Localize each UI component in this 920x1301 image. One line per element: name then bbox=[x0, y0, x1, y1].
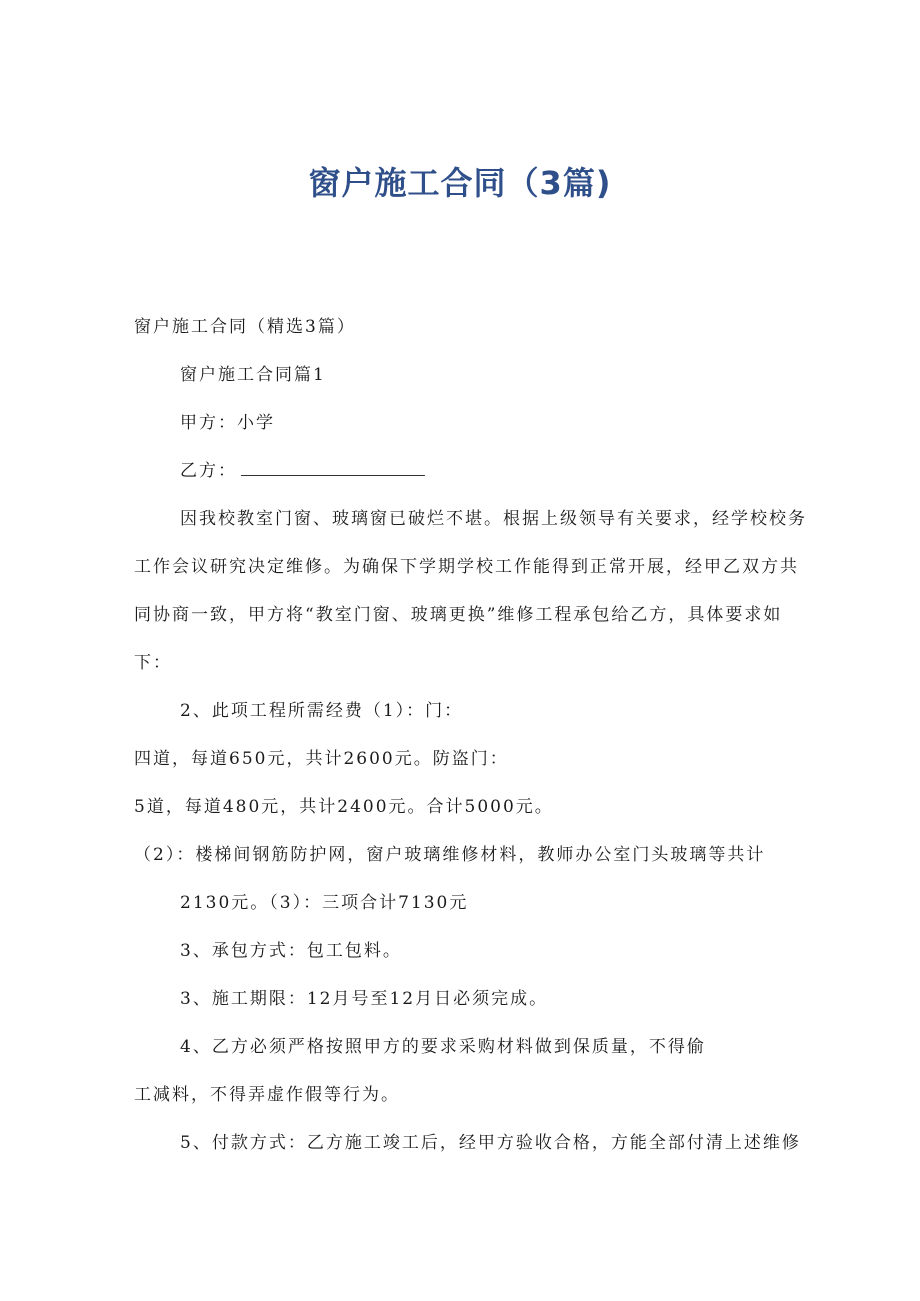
party-a-line: 甲方：小学 bbox=[180, 413, 275, 433]
paragraph-line: 同协商一致，甲方将“教室门窗、玻璃更换”维修工程承包给乙方，具体要求如 bbox=[134, 605, 783, 625]
paragraph-line: 2130元。（3）：三项合计7130元 bbox=[180, 893, 469, 913]
subtitle-line: 窗户施工合同（精选3篇） bbox=[134, 317, 356, 337]
paragraph-line: 5道，每道480元，共计2400元。合计5000元。 bbox=[134, 797, 554, 817]
section-heading: 窗户施工合同篇1 bbox=[180, 365, 326, 385]
paragraph-line: （2）：楼梯间钢筋防护网，窗户玻璃维修材料，教师办公室门头玻璃等共计 bbox=[134, 845, 766, 865]
paragraph-line: 5、付款方式：乙方施工竣工后，经甲方验收合格，方能全部付清上述维修 bbox=[180, 1133, 801, 1153]
paragraph-line: 因我校教室门窗、玻璃窗已破烂不堪。根据上级领导有关要求，经学校校务 bbox=[180, 509, 807, 529]
paragraph-line: 工作会议研究决定维修。为确保下学期学校工作能得到正常开展，经甲乙双方共 bbox=[134, 557, 799, 577]
paragraph-line: 4、乙方必须严格按照甲方的要求采购材料做到保质量，不得偷 bbox=[180, 1037, 706, 1057]
paragraph-line: 下： bbox=[134, 653, 172, 673]
party-b-blank bbox=[241, 461, 425, 476]
party-b-label: 乙方： bbox=[180, 461, 237, 481]
paragraph-line: 工减料，不得弄虚作假等行为。 bbox=[134, 1085, 400, 1105]
paragraph-line: 3、施工期限：12月号至12月日必须完成。 bbox=[180, 989, 549, 1009]
paragraph-line: 2、此项工程所需经费（1）：门： bbox=[180, 701, 464, 721]
document-title: 窗户施工合同（3篇) bbox=[308, 164, 612, 202]
party-b-line bbox=[180, 456, 425, 481]
paragraph-line: 3、承包方式：包工包料。 bbox=[180, 941, 402, 961]
paragraph-line: 四道，每道650元，共计2600元。防盗门： bbox=[134, 749, 509, 769]
